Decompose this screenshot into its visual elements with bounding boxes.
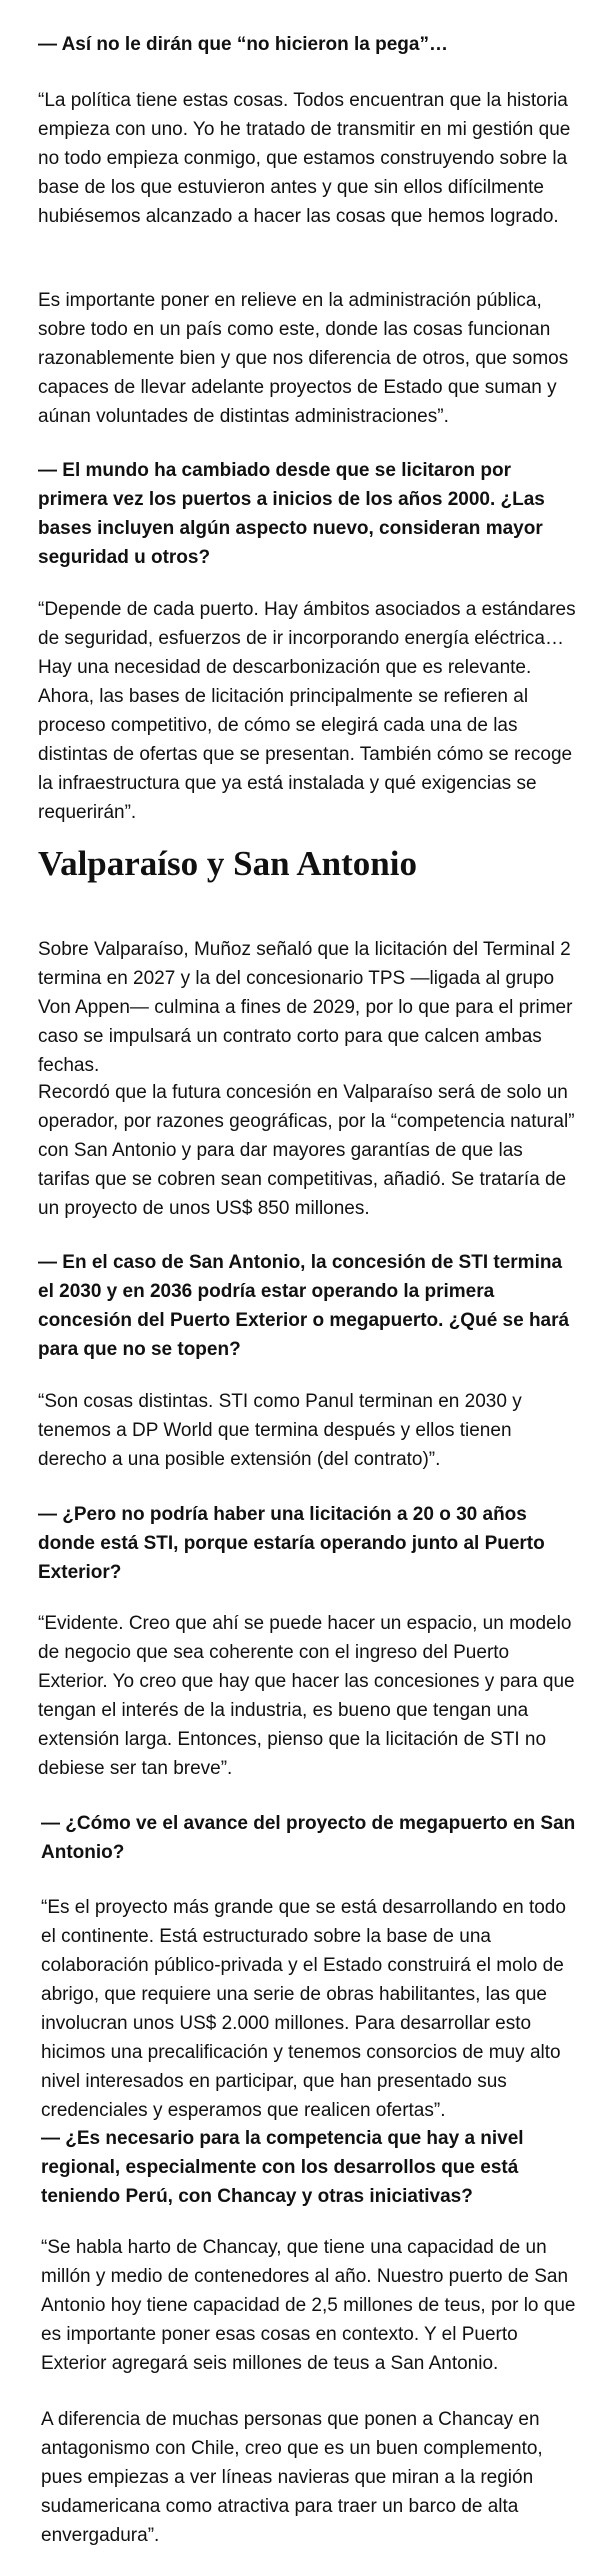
article-paragraph: Recordó que la futura concesión en Valparaíso será de solo un operador, por razones geográficas, por la “competencia natural” con San Antonio y para dar mayores garantías de que las tarifas que se cobren sean competitivas, añadió. Se trataría de un proyecto de unos US$ 850 millones. (38, 1082, 575, 1219)
interview-question: — ¿Pero no podría haber una licitación a 20 o 30 años donde está STI, porque estaría operando junto al Puerto Exterior? (38, 1504, 545, 1583)
interview-answer: Es importante poner en relieve en la administración pública, sobre todo en un país como este, donde las cosas funcionan razonablemente bien y que nos diferencia de otros, que somos capaces de llevar adelante proyectos de Estado que suman y aúnan voluntades de distintas administraciones”. (38, 290, 569, 427)
interview-answer: “Depende de cada puerto. Hay ámbitos asociados a estándares de seguridad, esfuerzos de ir incorporando energía eléctrica… Hay una necesidad de descarbonización que es relevante. Ahora, las bases de licitación principalmente se refieren al proceso competitivo, de cómo se elegirá cada una de las distintas de ofertas que se presentan. También cómo se recoge la infraestructura que ya está instalada y qué exigencias se requerirán”. (38, 599, 576, 823)
article-paragraph: Sobre Valparaíso, Muñoz señaló que la licitación del Terminal 2 termina en 2027 y la del concesionario TPS —ligada al grupo Von Appen— culmina a fines de 2029, por lo que para el primer caso se impulsará un contrato corto para que calcen ambas fechas. (38, 939, 573, 1076)
interview-question: — Así no le dirán que “no hicieron la pega”… (38, 34, 448, 55)
section-heading: Valparaíso y San Antonio (38, 844, 417, 883)
interview-question: — El mundo ha cambiado desde que se licitaron por primera vez los puertos a inicios de los años 2000. ¿Las bases incluyen algún aspecto nuevo, consideran mayor seguridad u otros? (38, 460, 545, 568)
interview-answer: “Es el proyecto más grande que se está desarrollando en todo el continente. Está estructurado sobre la base de una colaboración público-privada y el Estado construirá el molo de abrigo, que requiere una serie de obras habilitantes, las que involucran unos US$ 2.000 millones. Para desarrollar esto hicimos una precalificación y tenemos consorcios de muy alto nivel interesados en participar, que han presentado sus credenciales y esperamos que realicen ofertas”. (41, 1897, 566, 2121)
interview-answer: “Evidente. Creo que ahí se puede hacer un espacio, un modelo de negocio que sea coherente con el ingreso del Puerto Exterior. Yo creo que hay que hacer las concesiones y para que tengan el interés de la industria, es bueno que tengan una extensión larga. Entonces, pienso que la licitación de STI no debiese ser tan breve”. (38, 1613, 575, 1779)
interview-question: — En el caso de San Antonio, la concesión de STI termina el 2030 y en 2036 podría estar operando la primera concesión del Puerto Exterior o megapuerto. ¿Qué se hará para que no se topen? (38, 1252, 570, 1360)
interview-answer: “La política tiene estas cosas. Todos encuentran que la historia empieza con uno. Yo he tratado de transmitir en mi gestión que no todo empieza conmigo, que estamos construyendo sobre la base de los que estuvieron antes y que sin ellos difícilmente hubiésemos alcanzado a hacer las cosas que hemos logrado. (38, 90, 571, 227)
interview-question: — ¿Cómo ve el avance del proyecto de megapuerto en San Antonio? (41, 1813, 576, 1863)
interview-answer: A diferencia de muchas personas que ponen a Chancay en antagonismo con Chile, creo que es un buen complemento, pues empiezas a ver líneas navieras que miran a la región sudamericana como atractiva para traer un barco de alta envergadura”. (41, 2409, 543, 2546)
interview-question: — ¿Es necesario para la competencia que hay a nivel regional, especialmente con los desarrollos que está teniendo Perú, con Chancay y otras iniciativas? (41, 2128, 524, 2207)
interview-answer: “Se habla harto de Chancay, que tiene una capacidad de un millón y medio de contenedores al año. Nuestro puerto de San Antonio hoy tiene capacidad de 2,5 millones de teus, por lo que es importante poner esas cosas en contexto. Y el Puerto Exterior agregará seis millones de teus a San Antonio. (41, 2237, 576, 2374)
interview-answer: “Son cosas distintas. STI como Panul terminan en 2030 y tenemos a DP World que termina después y ellos tienen derecho a una posible extensión (del contrato)”. (38, 1391, 522, 1470)
